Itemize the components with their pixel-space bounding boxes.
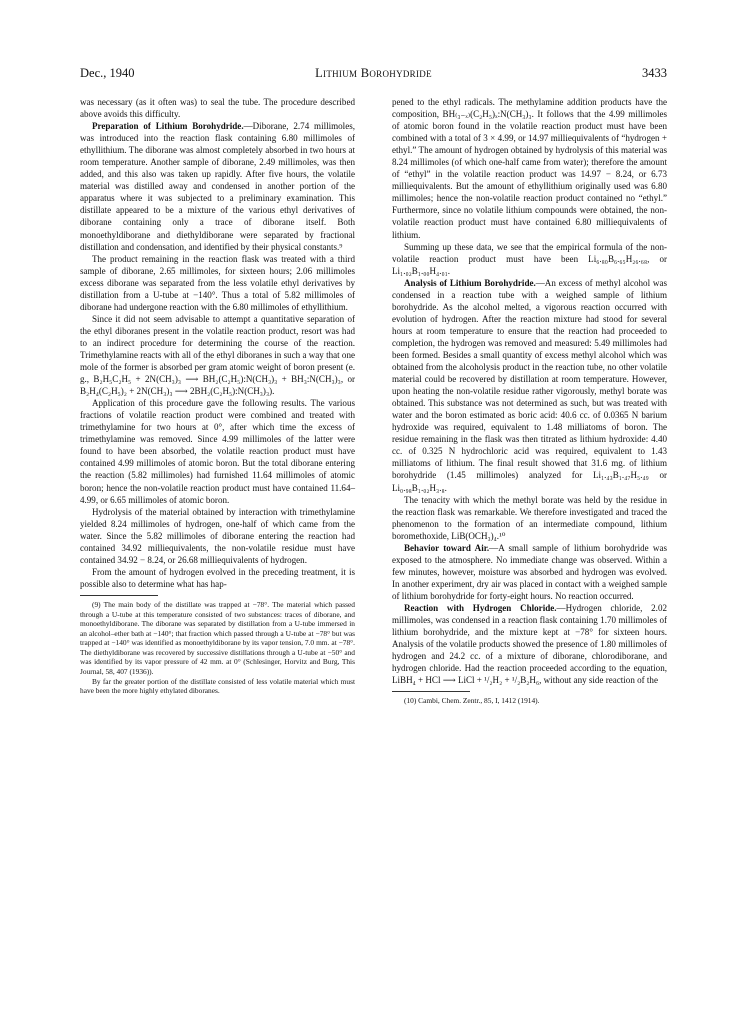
paragraph <box>392 602 667 686</box>
footnote-divider <box>392 691 470 692</box>
paragraph: Application of this procedure gave the following results. The various fractions of volatile reaction product were combined and treated with trimethylamine for two hours at 0°, after which time the excess of trimethylamine was removed. Since 4.99 millimoles of the latter were found to have been absorbed, the volatile reaction product must have contained 4.99 millimoles of atomic boron. But the total diborane entering the reaction (5.82 millimoles) had furnished 11.64 millimoles of atomic boron; hence the non-volatile reaction product must have contained 11.64–4.99, or 6.65 millimoles of atomic boron. <box>80 398 355 505</box>
section-heading: Behavior toward Air. <box>404 542 490 553</box>
right-column <box>392 96 667 706</box>
section-heading: Analysis of Lithium Borohydride. <box>404 277 536 288</box>
paragraph: was necessary (as it often was) to seal the tube. The procedure described above avoids this difficulty. <box>80 97 355 120</box>
page-number: 3433 <box>642 66 667 80</box>
footnote-10 <box>392 696 667 706</box>
running-header <box>80 66 667 84</box>
paragraph-text: —A small sample of lithium borohydride was exposed to the atmosphere. No immediate change was observed. Within a few minutes, however, moisture was absorbed and hydrogen was evolved. In another experiment, dry air was placed in contact with a weighed sample of lithium borohydride for forty-eight hours. No reaction occurred. <box>392 542 667 601</box>
footnote-text: (9) The main body of the distillate was trapped at −78°. The material which passed through a U-tube at this temperature consisted of two substances: traces of diborane, and monoethyldiborane. The diborane was separated by distillation from a U-tube immersed in an alcohol–ether bath at −140°; that fraction which passed through a U-tube at −78° but was trapped at −140° was identified as monoethyldiborane by its vapor tension, 7.0 mm. at −78°. The diethyldiborane was recovered by successive distillations through a U-tube at −50° and was identified by its vapor pressure of 42 mm. at 0° (Schlesinger, Horvitz and Burg, This Journal, 58, 407 (1936)). <box>80 599 355 677</box>
section-heading: Reaction with Hydrogen Chloride. <box>404 602 557 613</box>
left-column <box>80 96 355 696</box>
paragraph: The tenacity with which the methyl borate was held by the residue in the reaction flask was remarkable. We therefore investigated and traced the phenomenon to the formation of an intermediate compound, lithium boromethoxide, LiB(OCH₃)₄.¹⁰ <box>392 494 667 541</box>
section-heading: Preparation of Lithium Borohydride. <box>92 121 244 132</box>
paragraph-text: —An excess of methyl alcohol was condensed in a reaction tube with a weighed sample of lithium borohydride. As the alcohol melted, a vigorous reaction occurred with evolution of hydrogen. After the reaction mixture had stood for several hours at room temperature to ensure that the reaction had proceeded to completion, the hydrogen was removed and measured: 5.49 millimoles had been formed. Besides a small quantity of excess methyl alcohol which was obtained from the alcoholysis product in the reaction tube, no other volatile material could be recovered by distillation at room temperature. However, upon heating the non-volatile residue rather vigorously, methyl borate was obtained. This substance was not determined as such, but was treated with water and the boron estimated as boric acid: 40.6 cc. of 0.0365 N barium hydroxide was required, equivalent to 1.48 milliatoms of boron. The residue remaining in the flask was then titrated as lithium hydroxide: 4.40 cc. of 0.325 N hydrochloric acid was required, equivalent to 1.43 milliatoms of lithium. The final result showed that 31.6 mg. of lithium borohydride (1.45 millimoles) analyzed for Li₁.₄₃B₁.₄₇H₅.₄₉ or Li₀.₉₈B₁.₀₂H₃.₈. <box>392 277 667 493</box>
paragraph: The product remaining in the reaction flask was treated with a third sample of diborane, 2.65 millimoles, for sixteen hours; 2.06 millimoles excess diborane was separated from the less volatile ethyl derivatives by distillation from a U-tube at −140°. Thus a total of 5.82 millimoles of diborane had undergone reaction with the 6.80 millimoles of ethyllithium. <box>80 253 355 312</box>
footnote-divider <box>80 595 158 596</box>
paragraph: Summing up these data, we see that the empirical formula of the non-volatile reaction product must have been Li₆.₈₀B₆.₆₅H₂₆.₆₈, or Li₁.₀₂B₁.₀₀H₄.₀₁. <box>392 241 667 276</box>
paragraph <box>392 542 667 602</box>
paragraph-text: —Hydrogen chloride, 2.02 millimoles, was condensed in a reaction flask containing 1.70 millimoles of lithium borohydride, and the mixture kept at −78° for sixteen hours. Analysis of the volatile products showed the presence of 1.80 millimoles of hydrogen and 24.2 cc. of a mixture of diborane, chlorodiborane, and hydrogen chloride. Had the reaction proceeded according to the equation, LiBH₄ + HCl ⟶ LiCl + ¹/₂H₂ + ¹/₂B₂H₆, without any side reaction of the <box>392 602 667 686</box>
header-title: Lithium Borohydride <box>315 66 432 80</box>
paragraph: Hydrolysis of the material obtained by interaction with trimethylamine yielded 8.24 millimoles of hydrogen, one-half of which came from the water. Since the 5.82 millimoles of diborane entering the reaction had contained 34.92 milliequivalents, the non-volatile residue must have contained 34.92 − 8.24, or 26.68 milliequivalents of hydrogen. <box>80 506 355 565</box>
paragraph <box>80 120 355 253</box>
paragraph: From the amount of hydrogen evolved in the preceding treatment, it is possible also to determine what has hap- <box>80 566 355 589</box>
paragraph: pened to the ethyl radicals. The methylamine addition products have the composition, BH₍₃₋ₓ₎(C₂H₅)ₓ:N(CH₃)₃. It follows that the 4.99 millimoles of atomic boron found in the volatile reaction product must have been combined with a total of 3 × 4.99, or 14.97 milliequivalents of “hydrogen + ethyl.” The amount of hydrogen obtained by hydrolysis of this material was 8.24 millimoles (of which one-half came from water); therefore the amount of “ethyl” in the volatile reaction product was 14.97 − 8.24, or 6.73 milliequivalents. But the amount of ethyllithium originally used was 6.80 millimoles; hence the non-volatile reaction product contained no “ethyl.” Furthermore, since no volatile lithium compounds were obtained, the non-volatile reaction product must have contained 6.80 milliequivalents of lithium. <box>392 97 667 240</box>
paragraph <box>392 277 667 494</box>
paragraph-text: —Diborane, 2.74 millimoles, was introduced into the reaction flask containing 6.80 millimoles of ethyllithium. The diborane was almost completely absorbed in two hours at room temperature. Another sample of diborane, 2.49 millimoles, was then added, and this also was taken up rapidly. After five hours, the volatile material was distilled away and condensed in another portion of the apparatus where it was subjected to a preliminary examination. This distillate appeared to be a mixture of the various ethyl derivatives of diborane containing only a trace of diborane itself. Both monoethyldiborane and diethyldiborane were separated by fractional distillation and condensation, and identified by their physical constants.⁹ <box>80 121 355 252</box>
footnote-9 <box>80 600 355 696</box>
paragraph: Since it did not seem advisable to attempt a quantitative separation of the ethyl diboranes present in the volatile reaction product, resort was had to an indirect procedure for determining the course of the reaction. Trimethylamine reacts with all of the ethyl diboranes in such a way that one mole of the former is absorbed per gram atomic weight of boron present (e. g., B₂H₅C₂H₅ + 2N(CH₃)₃ ⟶ BH₂(C₂H₅):N(CH₃)₃ + BH₃:N(CH₃)₃, or B₂H₄(C₂H₅)₂ + 2N(CH₃)₃ ⟶ 2BH₂(C₂H₅):N(CH₃)₃). <box>80 313 355 397</box>
header-date: Dec., 1940 <box>80 66 135 80</box>
footnote-text: By far the greater portion of the distillate consisted of less volatile material which must have been the more highly ethylated diboranes. <box>80 676 355 696</box>
footnote-text: (10) Cambi, Chem. Zentr., 85, I, 1412 (1914). <box>404 696 540 706</box>
